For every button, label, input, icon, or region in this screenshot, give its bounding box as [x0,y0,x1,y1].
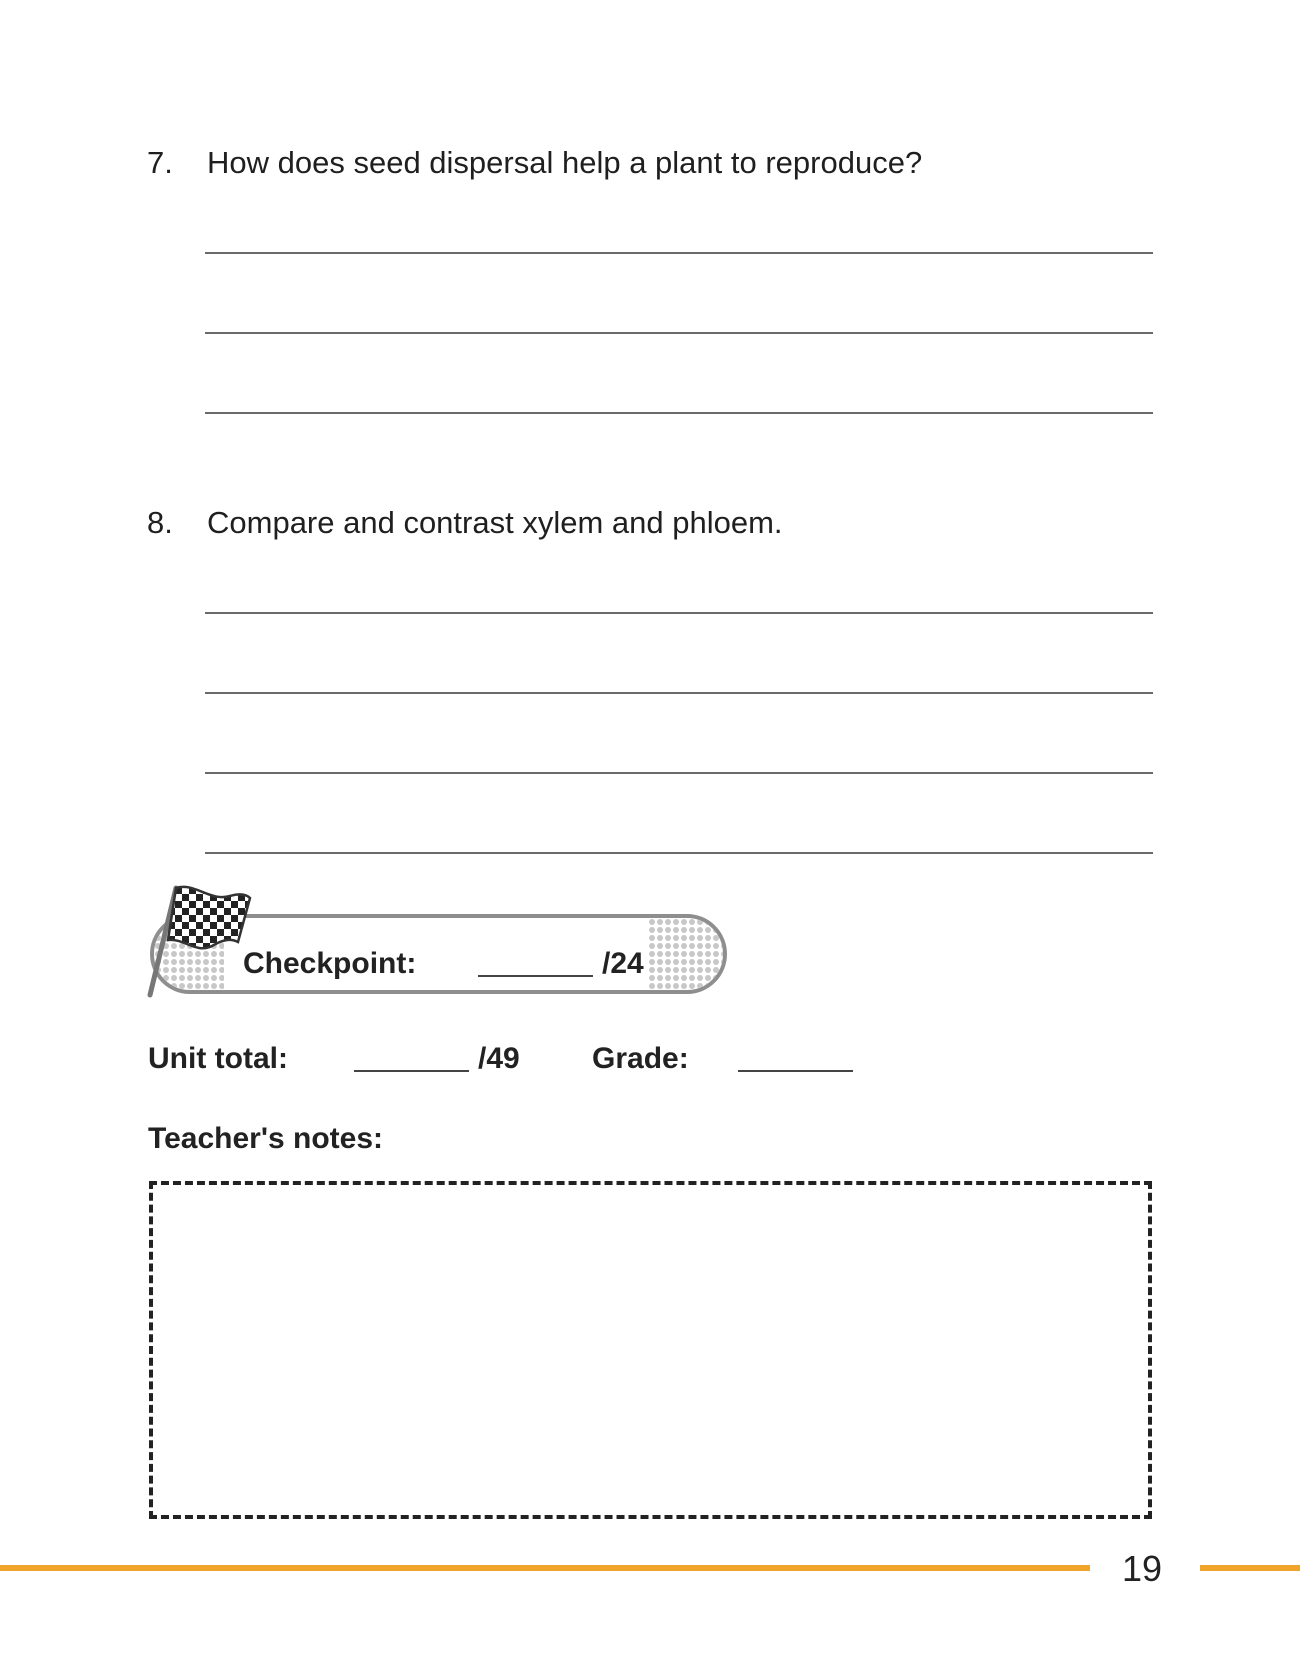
teachers-notes-label: Teacher's notes: [148,1122,383,1155]
unit-total-blank[interactable] [354,1070,469,1072]
footer-rule [0,1565,1090,1571]
checkered-flag-icon [140,880,260,1000]
question-8-number: 8. [147,505,173,540]
answer-line[interactable] [205,772,1153,774]
answer-line[interactable] [205,332,1153,334]
teachers-notes-box[interactable] [149,1181,1152,1519]
checkpoint-score-blank[interactable] [478,975,593,977]
answer-line[interactable] [205,612,1153,614]
unit-total-max: /49 [478,1042,520,1075]
question-7-text: How does seed dispersal help a plant to reproduce? [207,145,923,180]
answer-line[interactable] [205,252,1153,254]
checkpoint-label: Checkpoint: [243,947,417,980]
footer-rule [1200,1565,1300,1571]
grade-blank[interactable] [738,1070,853,1072]
halftone-decoration [648,918,723,990]
checkpoint-total: /24 [602,947,644,980]
grade-label: Grade: [592,1042,689,1075]
question-8-text: Compare and contrast xylem and phloem. [207,505,783,540]
answer-line[interactable] [205,412,1153,414]
answer-line[interactable] [205,852,1153,854]
unit-total-label: Unit total: [148,1042,288,1075]
page-number: 19 [1122,1548,1163,1589]
answer-line[interactable] [205,692,1153,694]
question-7-number: 7. [147,145,173,180]
